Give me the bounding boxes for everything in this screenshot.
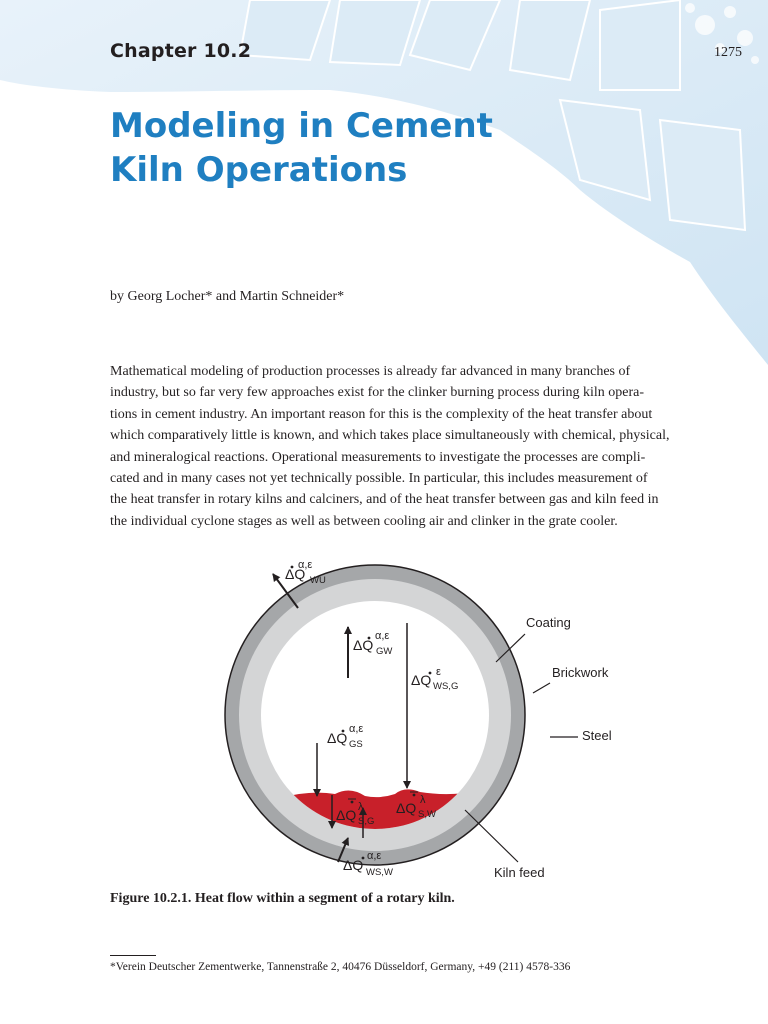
abstract-line: Mathematical modeling of production processes is already far advanced in many branches of <box>110 364 631 379</box>
leader-brickwork <box>533 683 550 693</box>
superscript: ε <box>436 666 441 678</box>
footnote-divider <box>110 955 156 956</box>
delta-q: ΔQ <box>285 566 306 582</box>
leader-kiln-feed <box>465 810 518 862</box>
abstract-line: the individual cyclone stages as well as between cooling air and clinker in the grate cooler. <box>110 513 618 529</box>
superscript: λ <box>358 801 364 813</box>
abstract-paragraph <box>110 361 670 532</box>
delta-q: ΔQ <box>353 637 374 653</box>
abstract-line: industry, but so far very few approaches exist for the clinker burning process during kiln opera- <box>110 385 645 401</box>
superscript: α,ε <box>375 630 390 642</box>
subscript: GW <box>376 646 393 657</box>
superscript: α,ε <box>367 850 382 862</box>
title-line-2: Kiln Operations <box>110 150 408 190</box>
delta-q: ΔQ <box>411 672 432 688</box>
chapter-label: Chapter 10.2 <box>110 40 252 62</box>
label-coating: Coating <box>526 615 571 630</box>
abstract-line: the heat transfer in rotary kilns and calciners, and of the heat transfer between gas and kiln feed in <box>110 492 659 508</box>
kiln-cross-section-figure <box>200 550 640 890</box>
abstract-line: cated and in many cases not yet technically possible. In particular, this includes measurement of <box>110 471 648 487</box>
page-number: 1275 <box>714 45 742 60</box>
page-title <box>110 104 493 192</box>
abstract-line: which comparatively little is known, and which takes place simultaneously with chemical, physical, <box>110 428 670 444</box>
superscript: α,ε <box>298 559 313 571</box>
authors-byline: by Georg Locher* and Martin Schneider* <box>110 289 345 304</box>
superscript: α,ε <box>349 723 364 735</box>
subscript: S,G <box>358 816 375 827</box>
delta-q: ΔQ <box>336 807 357 823</box>
title-line-1: Modeling in Cement <box>110 106 493 146</box>
superscript: λ <box>420 794 426 806</box>
abstract-line: tions in cement industry. An important reason for this is the complexity of the heat transfer about <box>110 406 653 422</box>
subscript: GS <box>349 739 363 750</box>
footnote: *Verein Deutscher Zementwerke, Tannenstraße 2, 40476 Düsseldorf, Germany, +49 (211) 4578-336 <box>110 961 571 973</box>
subscript: WS,G <box>433 681 459 692</box>
label-brickwork: Brickwork <box>552 665 609 680</box>
label-steel: Steel <box>582 728 612 743</box>
delta-q: ΔQ <box>327 730 348 746</box>
abstract-line: and mineralogical reactions. Operational measurements to investigate the processes are compli- <box>110 449 646 465</box>
delta-q: ΔQ <box>343 857 364 873</box>
subscript: WS,W <box>366 867 393 878</box>
subscript: S,W <box>418 809 436 820</box>
label-kiln-feed: Kiln feed <box>494 865 545 880</box>
subscript: WU <box>310 575 326 586</box>
delta-q: ΔQ <box>396 800 417 816</box>
figure-caption: Figure 10.2.1. Heat flow within a segment of a rotary kiln. <box>110 891 455 906</box>
